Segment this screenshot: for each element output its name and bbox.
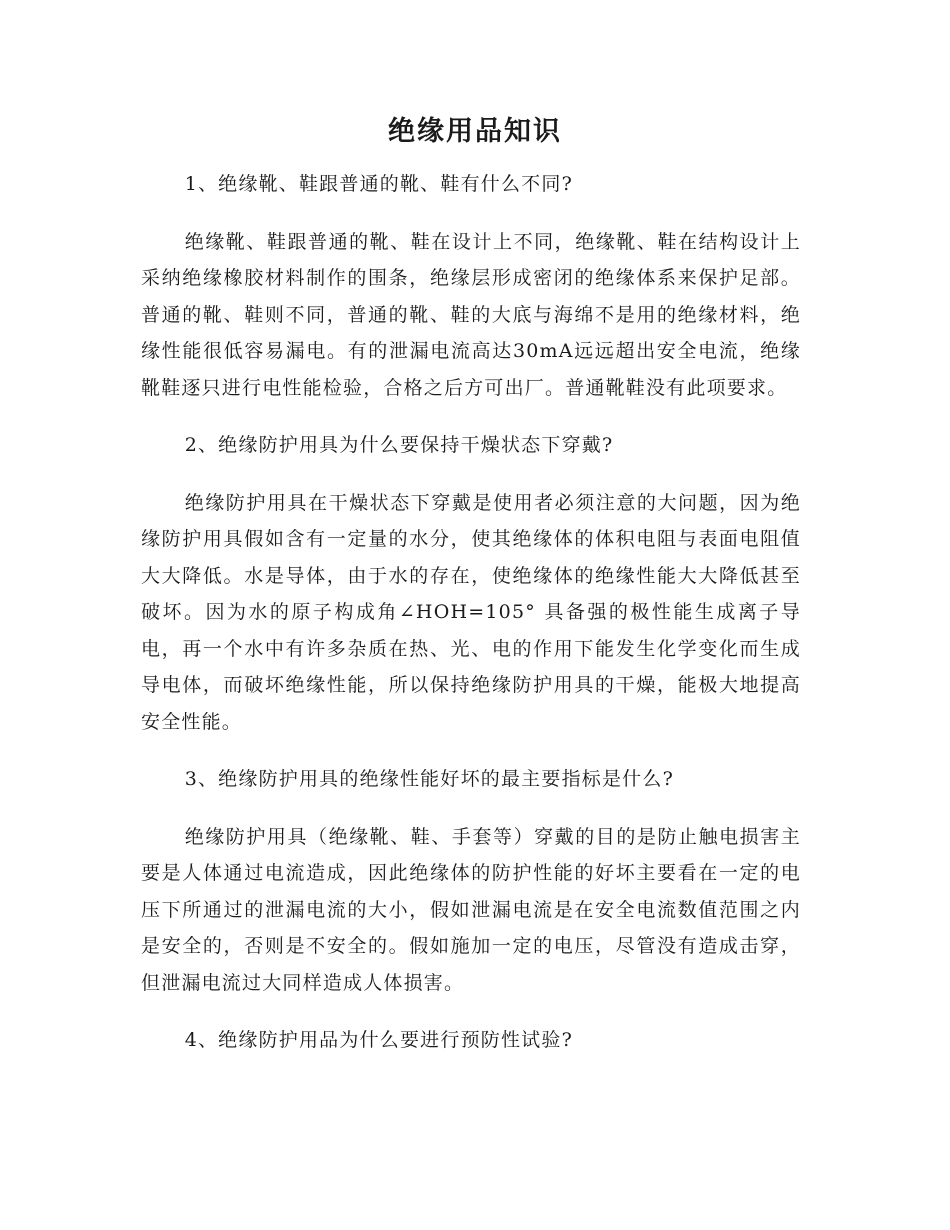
answer-2: 绝缘防护用具在干燥状态下穿戴是使用者必须注意的大问题，因为绝缘防护用具假如含有一定量的水分，使其绝缘体的体积电阻与表面电阻值大大降低。水是导体，由于水的存在，使绝缘体的绝缘性能大大降低甚至破坏。因为水的原子构成角∠HOH=105° 具备强的极性能生成离子导电，再一个水中有许多杂质在热、光、电的作用下能发生化学变化而生成导电体，而破坏绝缘性能，所以保持绝缘防护用具的干燥，能极大地提高安全性能。 xyxy=(141,491,801,733)
question-3: 3、绝缘防护用具的绝缘性能好坏的最主要指标是什么? xyxy=(184,768,674,790)
document-title: 绝缘用品知识 xyxy=(388,116,562,147)
question-2: 2、绝缘防护用具为什么要保持干燥状态下穿戴? xyxy=(184,434,614,456)
answer-1: 绝缘靴、鞋跟普通的靴、鞋在设计上不同，绝缘靴、鞋在结构设计上采纳绝缘橡胶材料制作的围条，绝缘层形成密闭的绝缘体系来保护足部。 普通的靴、鞋则不同，普通的靴、鞋的大底与海绵不是用的绝缘材料，绝缘性能很低容易漏电。有的泄漏电流高达30mA远远超出安全电流，绝缘靴鞋逐只进行电性能检验，合格之后方可出厂。普通靴鞋没有此项要求。 xyxy=(141,230,801,399)
question-4: 4、绝缘防护用品为什么要进行预防性试验? xyxy=(184,1029,573,1051)
document-body xyxy=(141,166,801,1080)
question-1: 1、绝缘靴、鞋跟普通的靴、鞋有什么不同? xyxy=(184,173,573,195)
answer-3: 绝缘防护用具（绝缘靴、鞋、手套等）穿戴的目的是防止触电损害主要是人体通过电流造成，因此绝缘体的防护性能的好坏主要看在一定的电压下所通过的泄漏电流的大小，假如泄漏电流是在安全电流数值范围之内是安全的，否则是不安全的。假如施加一定的电压，尽管没有造成击穿，但泄漏电流过大同样造成人体损害。 xyxy=(141,825,801,994)
